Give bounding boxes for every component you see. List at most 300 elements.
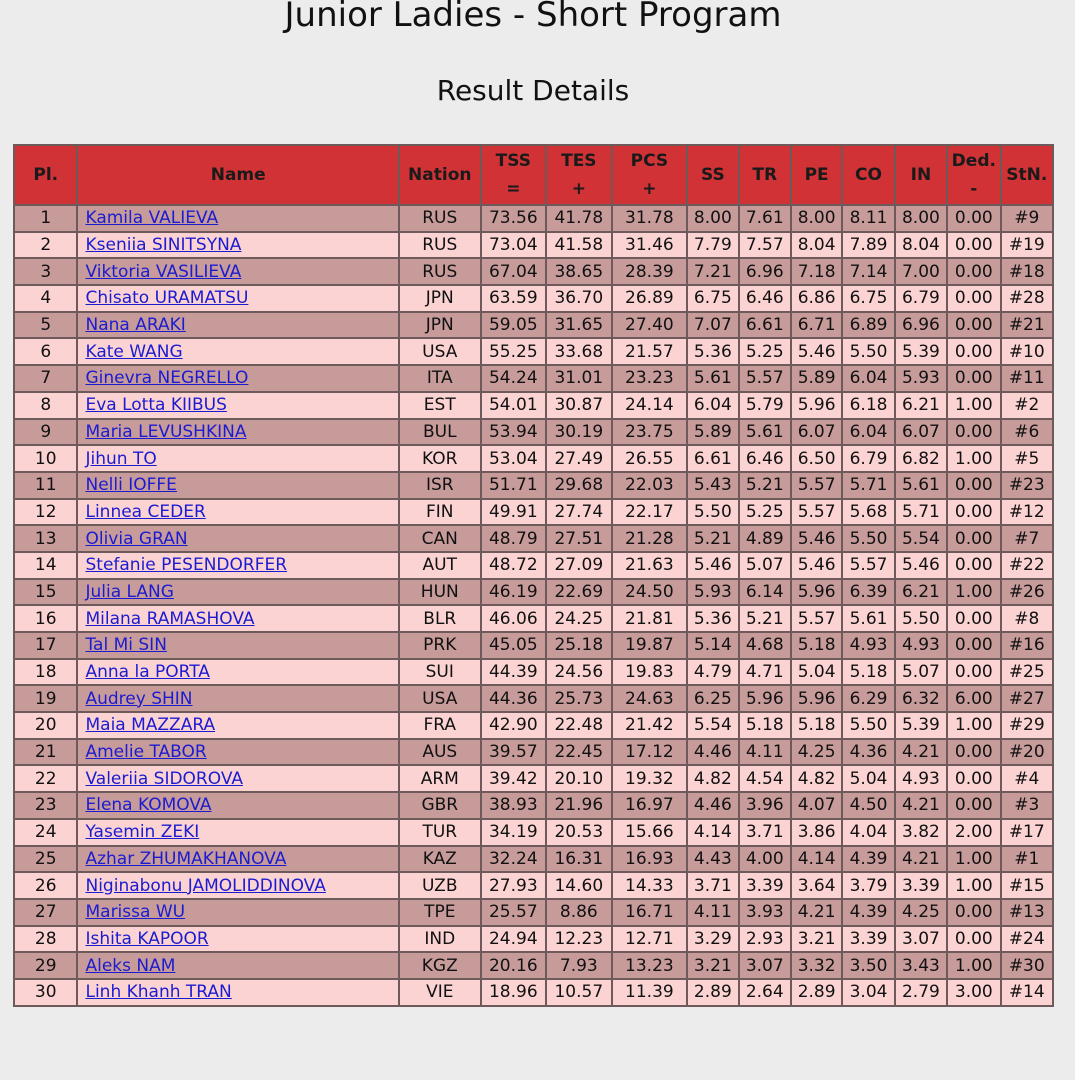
cell-pe: 5.96	[791, 685, 842, 712]
cell-name	[77, 285, 398, 312]
skater-name-link[interactable]: Nana ARAKI	[85, 315, 186, 336]
cell-nation: KGZ	[399, 952, 481, 979]
cell-ss: 7.21	[687, 258, 738, 285]
skater-name-link[interactable]: Ishita KAPOOR	[85, 928, 209, 949]
cell-name	[77, 419, 398, 446]
cell-deduction: 0.00	[947, 232, 1000, 259]
header-row	[14, 145, 1053, 205]
cell-place: 3	[14, 258, 77, 285]
header-tes	[546, 145, 612, 205]
cell-name	[77, 632, 398, 659]
cell-in: 6.21	[895, 392, 947, 419]
table-row	[14, 338, 1053, 365]
cell-ss: 5.21	[687, 525, 738, 552]
cell-in: 4.21	[895, 846, 947, 873]
cell-pe: 5.57	[791, 499, 842, 526]
skater-name-link[interactable]: Tal Mi SIN	[85, 635, 167, 656]
cell-nation: FIN	[399, 499, 481, 526]
cell-ss: 5.54	[687, 712, 738, 739]
cell-deduction: 0.00	[947, 605, 1000, 632]
cell-place: 16	[14, 605, 77, 632]
table-row	[14, 952, 1053, 979]
cell-pe: 5.46	[791, 552, 842, 579]
skater-name-link[interactable]: Niginabonu JAMOLIDDINOVA	[85, 875, 326, 896]
skater-name-link[interactable]: Audrey SHIN	[85, 688, 193, 709]
cell-ss: 5.36	[687, 605, 738, 632]
cell-starting-number: #11	[1001, 365, 1053, 392]
cell-deduction: 0.00	[947, 926, 1000, 953]
cell-pcs: 31.46	[612, 232, 688, 259]
table-row	[14, 579, 1053, 606]
cell-place: 15	[14, 579, 77, 606]
skater-name-link[interactable]: Nelli IOFFE	[85, 475, 177, 496]
cell-deduction: 0.00	[947, 499, 1000, 526]
table-row	[14, 792, 1053, 819]
skater-name-link[interactable]: Azhar ZHUMAKHANOVA	[85, 848, 287, 869]
cell-tss: 67.04	[481, 258, 547, 285]
cell-co: 3.79	[842, 872, 894, 899]
cell-co: 4.36	[842, 739, 894, 766]
cell-nation: TPE	[399, 899, 481, 926]
cell-pcs: 28.39	[612, 258, 688, 285]
cell-tss: 46.06	[481, 605, 547, 632]
cell-pcs: 19.83	[612, 659, 688, 686]
cell-place: 28	[14, 926, 77, 953]
cell-deduction: 0.00	[947, 365, 1000, 392]
cell-pcs: 24.14	[612, 392, 688, 419]
cell-pe: 5.89	[791, 365, 842, 392]
skater-name-link[interactable]: Marissa WU	[85, 902, 186, 923]
cell-nation: TUR	[399, 819, 481, 846]
cell-name	[77, 739, 398, 766]
skater-name-link[interactable]: Jihun TO	[85, 448, 157, 469]
cell-tss: 18.96	[481, 979, 547, 1006]
cell-nation: AUT	[399, 552, 481, 579]
cell-tr: 4.00	[739, 846, 791, 873]
cell-tss: 48.79	[481, 525, 547, 552]
cell-tr: 5.96	[739, 685, 791, 712]
cell-pe: 5.46	[791, 525, 842, 552]
header-place: Pl.	[14, 145, 77, 205]
cell-starting-number: #7	[1001, 525, 1053, 552]
cell-in: 8.04	[895, 232, 947, 259]
cell-nation: FRA	[399, 712, 481, 739]
header-tss-label: TSS	[495, 151, 531, 171]
cell-tr: 5.18	[739, 712, 791, 739]
cell-ss: 5.50	[687, 499, 738, 526]
cell-nation: VIE	[399, 979, 481, 1006]
cell-starting-number: #17	[1001, 819, 1053, 846]
table-row	[14, 926, 1053, 953]
cell-tss: 39.57	[481, 739, 547, 766]
cell-tes: 20.10	[546, 765, 612, 792]
cell-name	[77, 685, 398, 712]
skater-name-link[interactable]: Olivia GRAN	[85, 528, 188, 549]
cell-in: 6.79	[895, 285, 947, 312]
cell-pcs: 23.23	[612, 365, 688, 392]
cell-tes: 21.96	[546, 792, 612, 819]
cell-deduction: 0.00	[947, 525, 1000, 552]
header-ss: SS	[687, 145, 738, 205]
cell-co: 5.50	[842, 712, 894, 739]
skater-name-link[interactable]: Kamila VALIEVA	[85, 208, 219, 229]
table-row	[14, 685, 1053, 712]
table-row	[14, 712, 1053, 739]
skater-name-link[interactable]: Amelie TABOR	[85, 742, 207, 763]
skater-name-link[interactable]: Kate WANG	[85, 341, 183, 362]
cell-ss: 6.61	[687, 445, 738, 472]
header-tr: TR	[739, 145, 791, 205]
cell-pcs: 21.57	[612, 338, 688, 365]
cell-tss: 45.05	[481, 632, 547, 659]
cell-starting-number: #30	[1001, 952, 1053, 979]
cell-ss: 5.36	[687, 338, 738, 365]
cell-name	[77, 392, 398, 419]
cell-tes: 33.68	[546, 338, 612, 365]
cell-tr: 5.25	[739, 499, 791, 526]
cell-pcs: 21.81	[612, 605, 688, 632]
table-row	[14, 499, 1053, 526]
cell-tss: 48.72	[481, 552, 547, 579]
table-row	[14, 605, 1053, 632]
cell-pcs: 19.32	[612, 765, 688, 792]
header-nation: Nation	[399, 145, 481, 205]
cell-pcs: 14.33	[612, 872, 688, 899]
cell-starting-number: #13	[1001, 899, 1053, 926]
cell-tes: 27.74	[546, 499, 612, 526]
cell-tr: 6.61	[739, 312, 791, 339]
cell-pcs: 11.39	[612, 979, 688, 1006]
header-co: CO	[842, 145, 894, 205]
cell-tes: 30.87	[546, 392, 612, 419]
cell-pcs: 12.71	[612, 926, 688, 953]
header-name: Name	[77, 145, 398, 205]
cell-place: 19	[14, 685, 77, 712]
cell-name	[77, 365, 398, 392]
page-title: Junior Ladies - Short Program	[284, 0, 782, 35]
cell-starting-number: #20	[1001, 739, 1053, 766]
cell-name	[77, 445, 398, 472]
cell-ss: 4.14	[687, 819, 738, 846]
cell-tes: 41.58	[546, 232, 612, 259]
cell-deduction: 0.00	[947, 632, 1000, 659]
cell-ss: 4.46	[687, 792, 738, 819]
cell-tes: 30.19	[546, 419, 612, 446]
cell-tr: 6.14	[739, 579, 791, 606]
cell-co: 8.11	[842, 205, 894, 232]
cell-tr: 4.68	[739, 632, 791, 659]
cell-nation: HUN	[399, 579, 481, 606]
cell-nation: ISR	[399, 472, 481, 499]
cell-nation: BLR	[399, 605, 481, 632]
cell-deduction: 1.00	[947, 445, 1000, 472]
cell-co: 6.79	[842, 445, 894, 472]
cell-tss: 53.04	[481, 445, 547, 472]
cell-pe: 5.04	[791, 659, 842, 686]
skater-name-link[interactable]: Chisato URAMATSU	[85, 288, 249, 309]
cell-pe: 5.18	[791, 632, 842, 659]
cell-co: 3.50	[842, 952, 894, 979]
skater-name-link[interactable]: Stefanie PESENDORFER	[85, 555, 288, 576]
cell-starting-number: #15	[1001, 872, 1053, 899]
cell-pe: 5.96	[791, 392, 842, 419]
cell-in: 3.43	[895, 952, 947, 979]
cell-name	[77, 765, 398, 792]
cell-place: 20	[14, 712, 77, 739]
cell-tr: 3.93	[739, 899, 791, 926]
skater-name-link[interactable]: Maria LEVUSHKINA	[85, 421, 247, 442]
cell-tr: 2.93	[739, 926, 791, 953]
cell-co: 4.39	[842, 899, 894, 926]
header-tss-op: =	[506, 179, 521, 199]
cell-deduction: 0.00	[947, 205, 1000, 232]
skater-name-link[interactable]: Eva Lotta KIIBUS	[85, 395, 227, 416]
skater-name-link[interactable]: Linnea CEDER	[85, 501, 206, 522]
header-in: IN	[895, 145, 947, 205]
cell-tes: 38.65	[546, 258, 612, 285]
cell-tr: 2.64	[739, 979, 791, 1006]
cell-tss: 25.57	[481, 899, 547, 926]
cell-nation: USA	[399, 685, 481, 712]
cell-deduction: 1.00	[947, 846, 1000, 873]
cell-pe: 3.86	[791, 819, 842, 846]
cell-name	[77, 605, 398, 632]
cell-place: 23	[14, 792, 77, 819]
cell-in: 2.79	[895, 979, 947, 1006]
cell-tr: 4.11	[739, 739, 791, 766]
cell-pe: 6.86	[791, 285, 842, 312]
cell-name	[77, 232, 398, 259]
skater-name-link[interactable]: Maia MAZZARA	[85, 715, 216, 736]
table-row	[14, 232, 1053, 259]
cell-tr: 3.71	[739, 819, 791, 846]
skater-name-link[interactable]: Julia LANG	[85, 581, 174, 602]
cell-tss: 54.01	[481, 392, 547, 419]
skater-name-link[interactable]: Milana RAMASHOVA	[85, 608, 255, 629]
cell-nation: BUL	[399, 419, 481, 446]
cell-nation: KAZ	[399, 846, 481, 873]
skater-name-link[interactable]: Kseniia SINITSYNA	[85, 235, 242, 256]
cell-ss: 3.71	[687, 872, 738, 899]
cell-name	[77, 712, 398, 739]
cell-name	[77, 258, 398, 285]
cell-deduction: 0.00	[947, 312, 1000, 339]
cell-place: 21	[14, 739, 77, 766]
cell-ss: 5.46	[687, 552, 738, 579]
cell-deduction: 0.00	[947, 419, 1000, 446]
results-body	[14, 205, 1053, 1006]
cell-tss: 51.71	[481, 472, 547, 499]
table-row	[14, 765, 1053, 792]
cell-nation: JPN	[399, 312, 481, 339]
cell-pe: 4.07	[791, 792, 842, 819]
table-row	[14, 365, 1053, 392]
header-pe: PE	[791, 145, 842, 205]
cell-nation: ITA	[399, 365, 481, 392]
cell-tr: 5.25	[739, 338, 791, 365]
cell-pe: 4.14	[791, 846, 842, 873]
table-row	[14, 258, 1053, 285]
cell-pe: 8.00	[791, 205, 842, 232]
cell-starting-number: #18	[1001, 258, 1053, 285]
cell-place: 29	[14, 952, 77, 979]
cell-pcs: 21.28	[612, 525, 688, 552]
skater-name-link[interactable]: Viktoria VASILIEVA	[85, 261, 242, 282]
cell-name	[77, 472, 398, 499]
cell-pcs: 26.89	[612, 285, 688, 312]
cell-tr: 5.57	[739, 365, 791, 392]
cell-tss: 32.24	[481, 846, 547, 873]
cell-tss: 53.94	[481, 419, 547, 446]
cell-tes: 27.49	[546, 445, 612, 472]
cell-nation: EST	[399, 392, 481, 419]
cell-tss: 42.90	[481, 712, 547, 739]
cell-pcs: 21.42	[612, 712, 688, 739]
cell-pcs: 24.63	[612, 685, 688, 712]
cell-name	[77, 205, 398, 232]
cell-deduction: 1.00	[947, 579, 1000, 606]
cell-co: 4.04	[842, 819, 894, 846]
cell-tr: 4.89	[739, 525, 791, 552]
table-row	[14, 312, 1053, 339]
skater-name-link[interactable]: Ginevra NEGRELLO	[85, 368, 249, 389]
cell-deduction: 6.00	[947, 685, 1000, 712]
cell-tes: 16.31	[546, 846, 612, 873]
cell-in: 5.54	[895, 525, 947, 552]
cell-tss: 73.04	[481, 232, 547, 259]
cell-starting-number: #14	[1001, 979, 1053, 1006]
cell-co: 4.50	[842, 792, 894, 819]
cell-in: 4.21	[895, 792, 947, 819]
cell-place: 8	[14, 392, 77, 419]
cell-nation: RUS	[399, 258, 481, 285]
cell-starting-number: #28	[1001, 285, 1053, 312]
cell-in: 3.39	[895, 872, 947, 899]
cell-deduction: 0.00	[947, 472, 1000, 499]
cell-tes: 8.86	[546, 899, 612, 926]
skater-name-link[interactable]: Linh Khanh TRAN	[85, 982, 232, 1003]
table-row	[14, 979, 1053, 1006]
cell-place: 17	[14, 632, 77, 659]
cell-co: 3.04	[842, 979, 894, 1006]
cell-starting-number: #16	[1001, 632, 1053, 659]
cell-deduction: 0.00	[947, 739, 1000, 766]
cell-pe: 4.82	[791, 765, 842, 792]
cell-place: 22	[14, 765, 77, 792]
header-pcs-label: PCS	[630, 151, 669, 171]
cell-deduction: 0.00	[947, 659, 1000, 686]
table-row	[14, 525, 1053, 552]
cell-pcs: 31.78	[612, 205, 688, 232]
header-ded-op: -	[970, 179, 978, 199]
cell-starting-number: #19	[1001, 232, 1053, 259]
cell-ss: 4.43	[687, 846, 738, 873]
skater-name-link[interactable]: Valeriia SIDOROVA	[85, 768, 243, 789]
cell-name	[77, 899, 398, 926]
cell-pcs: 16.97	[612, 792, 688, 819]
cell-place: 10	[14, 445, 77, 472]
cell-in: 5.50	[895, 605, 947, 632]
cell-pe: 5.96	[791, 579, 842, 606]
cell-co: 4.39	[842, 846, 894, 873]
cell-tss: 44.36	[481, 685, 547, 712]
cell-in: 5.39	[895, 712, 947, 739]
cell-starting-number: #23	[1001, 472, 1053, 499]
cell-ss: 4.46	[687, 739, 738, 766]
cell-name	[77, 872, 398, 899]
table-row	[14, 846, 1053, 873]
cell-ss: 5.43	[687, 472, 738, 499]
cell-co: 6.04	[842, 365, 894, 392]
skater-name-link[interactable]: Aleks NAM	[85, 955, 176, 976]
cell-co: 5.04	[842, 765, 894, 792]
cell-in: 4.25	[895, 899, 947, 926]
cell-nation: KOR	[399, 445, 481, 472]
cell-name	[77, 979, 398, 1006]
cell-tes: 24.25	[546, 605, 612, 632]
cell-starting-number: #10	[1001, 338, 1053, 365]
cell-tes: 25.73	[546, 685, 612, 712]
cell-pe: 5.57	[791, 472, 842, 499]
cell-deduction: 0.00	[947, 552, 1000, 579]
cell-co: 5.18	[842, 659, 894, 686]
cell-ss: 4.11	[687, 899, 738, 926]
cell-pcs: 13.23	[612, 952, 688, 979]
cell-pe: 7.18	[791, 258, 842, 285]
skater-name-link[interactable]: Elena KOMOVA	[85, 795, 212, 816]
cell-pcs: 22.03	[612, 472, 688, 499]
cell-in: 5.39	[895, 338, 947, 365]
table-row	[14, 739, 1053, 766]
cell-ss: 6.25	[687, 685, 738, 712]
table-row	[14, 659, 1053, 686]
cell-nation: ARM	[399, 765, 481, 792]
table-row	[14, 632, 1053, 659]
cell-pe: 3.21	[791, 926, 842, 953]
cell-tss: 39.42	[481, 765, 547, 792]
cell-starting-number: #25	[1001, 659, 1053, 686]
cell-in: 6.07	[895, 419, 947, 446]
cell-in: 4.21	[895, 739, 947, 766]
table-row	[14, 552, 1053, 579]
cell-tss: 38.93	[481, 792, 547, 819]
cell-tr: 4.54	[739, 765, 791, 792]
cell-tss: 54.24	[481, 365, 547, 392]
cell-starting-number: #3	[1001, 792, 1053, 819]
cell-tss: 55.25	[481, 338, 547, 365]
skater-name-link[interactable]: Anna la PORTA	[85, 662, 210, 683]
cell-place: 30	[14, 979, 77, 1006]
cell-name	[77, 499, 398, 526]
cell-nation: JPN	[399, 285, 481, 312]
cell-pcs: 16.93	[612, 846, 688, 873]
cell-pcs: 19.87	[612, 632, 688, 659]
cell-tr: 3.07	[739, 952, 791, 979]
cell-starting-number: #29	[1001, 712, 1053, 739]
cell-name	[77, 579, 398, 606]
cell-deduction: 0.00	[947, 899, 1000, 926]
cell-tss: 49.91	[481, 499, 547, 526]
cell-pe: 8.04	[791, 232, 842, 259]
cell-tes: 14.60	[546, 872, 612, 899]
cell-tes: 22.69	[546, 579, 612, 606]
skater-name-link[interactable]: Yasemin ZEKI	[85, 822, 200, 843]
table-row	[14, 285, 1053, 312]
table-row	[14, 899, 1053, 926]
cell-ss: 6.75	[687, 285, 738, 312]
cell-name	[77, 312, 398, 339]
cell-nation: CAN	[399, 525, 481, 552]
